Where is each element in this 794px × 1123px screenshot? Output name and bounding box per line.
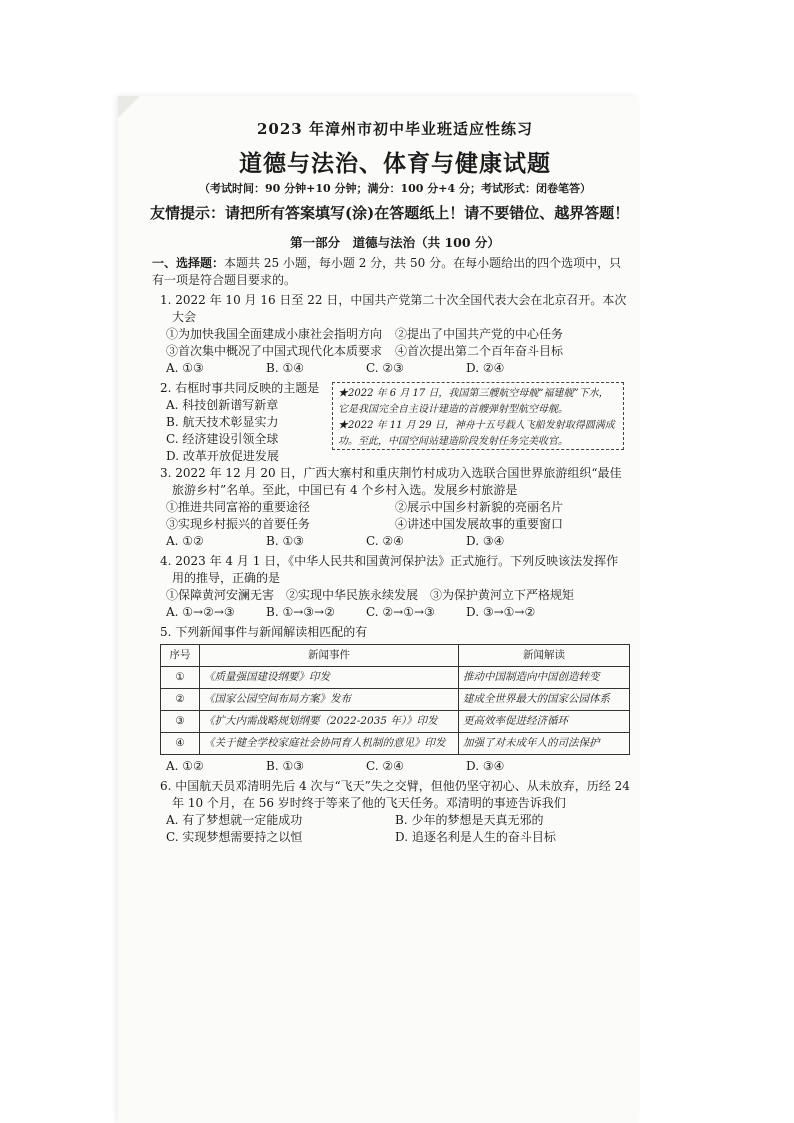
option-d: D. ③→①→② [466,605,536,619]
option-b: B. ①→③→② [266,605,335,619]
table-row [161,689,630,711]
option-b: B. 航天技术彰显实力 [166,415,279,429]
option-d: D. 改革开放促进发展 [166,449,279,463]
statement-line: ①保障黄河安澜无害 ②实现中华民族永续发展 ③为保护黄河立下严格规矩 [166,588,575,602]
question-stem: 1. 2022 年 10 月 16 日至 22 日，中国共产党第二十次全国代表大会在北京召开。本次大会 [160,293,627,324]
statement: ③实现乡村振兴的首要任务 [166,517,311,531]
option-b: B. ①③ [266,759,304,773]
table-cell: 推动中国制造向中国创造转变 [459,667,630,689]
question-stem: 6. 中国航天员邓清明先后 4 次与“飞天”失之交臂，但他仍坚守初心、从未放弃，历经 24 年 10 个月，在 56 岁时终于等来了他的飞天任务。邓清明的事迹告诉我们 [160,779,630,810]
table-cell: ④ [161,733,200,755]
option-b: B. ①④ [266,361,304,375]
option-c: C. ②→①→③ [366,605,435,619]
table-cell: 更高效率促进经济循环 [459,711,630,733]
option-d: D. 追逐名利是人生的奋斗目标 [395,830,556,844]
table-cell: ① [161,667,200,689]
statement: ②提出了中国共产党的中心任务 [395,327,564,341]
table-header-row [161,645,630,667]
option-a: A. ①③ [166,361,204,375]
statement: ④首次提出第二个百年奋斗目标 [395,344,564,358]
question-6 [160,778,630,846]
news-item: ★2022 年 11 月 29 日，神舟十五号载人飞船发射取得圆满成功。至此，中国空间站建造阶段发射任务完美收官。 [338,420,615,447]
statement: ②展示中国乡村新貌的亮丽名片 [395,500,564,514]
option-d: D. ③④ [466,759,505,773]
paper-fold-corner [118,96,140,118]
question-2 [160,380,630,462]
section-instructions [152,255,630,289]
question-5 [160,624,630,775]
option-a: A. 有了梦想就一定能成功 [166,813,303,827]
option-c: C. 实现梦想需要持之以恒 [166,830,303,844]
table-cell: 《国家公园空间布局方案》发布 [200,689,459,711]
table-cell: ② [161,689,200,711]
question-stem: 5. 下列新闻事件与新闻解读相匹配的有 [160,625,368,639]
section-heading: 一、选择题： [152,256,225,270]
part-heading: 第一部分 道德与法治（共 100 分） [290,235,500,250]
statement: ①推进共同富裕的重要途径 [166,500,311,514]
question-4 [160,553,630,621]
table-cell: 《关于健全学校家庭社会协同育人机制的意见》印发 [200,733,459,755]
option-a: A. ①② [166,759,204,773]
option-a: A. ①② [166,534,204,548]
statement: ④讲述中国发展故事的重要窗口 [395,517,564,531]
table-row [161,667,630,689]
subject-title: 道德与法治、体育与健康试题 [239,150,551,177]
table-cell: ③ [161,711,200,733]
option-d: D. ③④ [466,534,505,548]
option-b: B. 少年的梦想是天真无邪的 [395,813,544,827]
news-table [160,644,630,755]
option-d: D. ②④ [466,361,505,375]
exam-title: 2023 年漳州市初中毕业班适应性练习 [257,120,533,138]
option-b: B. ①③ [266,534,304,548]
news-box [332,382,624,450]
statement: ③首次集中概况了中国式现代化本质要求 [166,344,383,358]
question-stem: 3. 2022 年 12 月 20 日，广西大寨村和重庆荆竹村成功入选联合国世界旅游组织“最佳旅游乡村”名单。至此，中国已有 4 个乡村入选。发展乡村旅游是 [160,466,622,497]
table-cell: 《扩大内需战略规划纲要（2022-2035 年）》印发 [200,711,459,733]
table-cell: 加强了对未成年人的司法保护 [459,733,630,755]
statement: ①为加快我国全面建成小康社会指明方向 [166,327,383,341]
table-header: 序号 [161,645,200,667]
option-c: C. ②④ [366,759,404,773]
option-a: A. ①→②→③ [166,605,235,619]
option-c: C. 经济建设引领全球 [166,432,279,446]
option-c: C. ②④ [366,534,404,548]
question-3 [160,465,630,550]
table-header: 新闻解读 [459,645,630,667]
table-row [161,711,630,733]
table-header: 新闻事件 [200,645,459,667]
option-c: C. ②③ [366,361,404,375]
table-cell: 《质量强国建设纲要》印发 [200,667,459,689]
table-cell: 建成全世界最大的国家公园体系 [459,689,630,711]
question-stem: 4. 2023 年 4 月 1 日，《中华人民共和国黄河保护法》正式施行。下列反映该法发挥作用的推导，正确的是 [160,554,619,585]
question-1 [160,292,630,377]
news-item: ★2022 年 6 月 17 日，我国第三艘航空母舰“福建舰”下水，它是我国完全自主设计建造的首艘弹射型航空母舰。 [338,388,609,415]
question-stem: 2. 右框时事共同反映的主题是 [160,381,320,395]
option-a: A. 科技创新谱写新章 [166,398,279,412]
table-row [161,733,630,755]
section-text: 本题共 25 小题，每小题 2 分，共 50 分。在每小题给出的四个选项中，只有一项是符合题目要求的。 [152,256,622,287]
exam-info: （考试时间：90 分钟+10 分钟；满分：100 分+4 分；考试形式：闭卷笔答） [199,182,591,195]
friendly-tip: 友情提示：请把所有答案填写(涂)在答题纸上！请不要错位、越界答题！ [150,204,630,222]
exam-content [150,118,630,846]
